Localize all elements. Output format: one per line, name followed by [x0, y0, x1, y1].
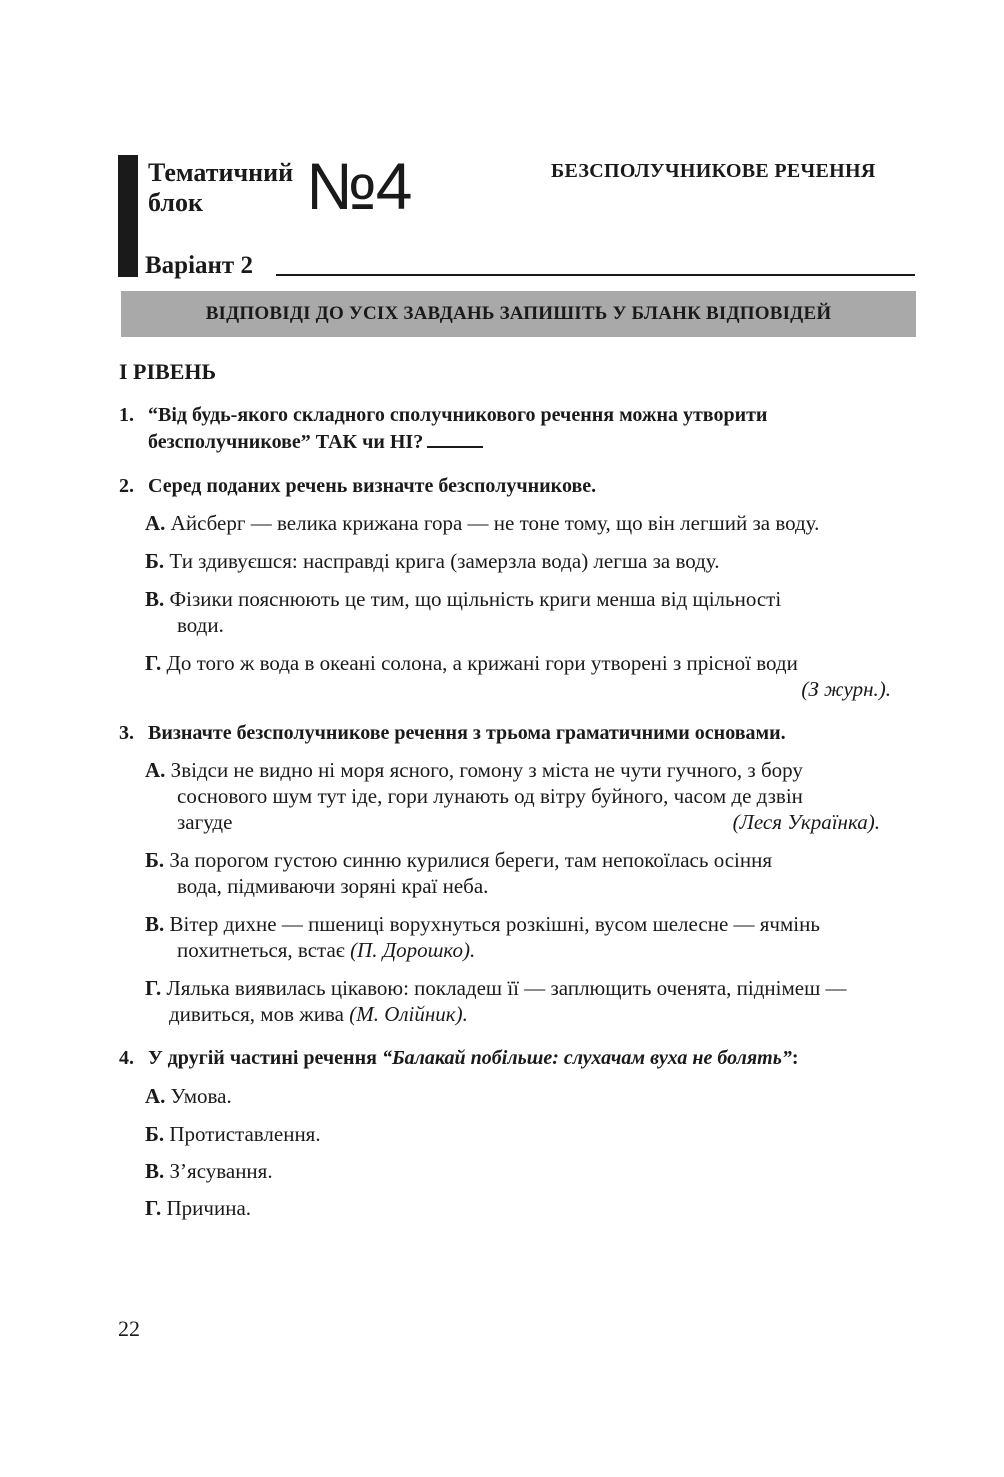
q3-d-text2: дивиться, мов жива: [169, 1002, 344, 1026]
q3-b-letter: Б.: [145, 848, 165, 872]
q3-c-text2: похитнеться, встає: [177, 938, 345, 962]
q3-d-text1: Лялька виявилась цікавою: покладеш її — заплющить оченята, піднімеш —: [166, 976, 847, 1000]
q4-a-text: Умова.: [170, 1084, 232, 1108]
q2-b-text: Ти здивуєшся: насправді крига (замерзла вода) легша за воду.: [169, 549, 720, 573]
q4-b-letter: Б.: [145, 1122, 165, 1146]
q3-a-letter: А.: [145, 758, 166, 782]
q1-number: 1.: [119, 404, 134, 426]
q2-a-text: Айсберг — велика крижана гора — не тоне тому, що він легший за воду.: [170, 511, 820, 535]
q3-c-source: (П. Дорошко).: [350, 938, 476, 962]
q3-a-text1: Звідси не видно ні моря ясного, гомону з міста не чути гучного, з бору: [170, 758, 803, 782]
name-line: [276, 274, 915, 276]
q1-answer-blank: [427, 428, 483, 448]
q2-option-d: [145, 650, 798, 676]
q4-option-a: [145, 1083, 232, 1109]
q3-number: 3.: [119, 722, 134, 744]
q3-b-text2: вода, підмиваючи зоряні краї неба.: [177, 874, 489, 898]
instructions-banner: ВІДПОВІДІ ДО УСІХ ЗАВДАНЬ ЗАПИШІТЬ У БЛАНК ВІДПОВІДЕЙ: [121, 291, 916, 337]
variant-label: Варіант 2: [145, 252, 253, 279]
q2-c-text2: води.: [177, 613, 224, 637]
q3-d-letter: Г.: [145, 976, 162, 1000]
q3-text: Визначте безсполучникове речення з трьома граматичними основами.: [148, 722, 786, 744]
q4-option-b: [145, 1121, 321, 1147]
q4-quote: “Балакай побільше: слухачам вуха не болять”: [381, 1047, 792, 1069]
q4-c-text: З’ясування.: [169, 1159, 273, 1183]
q4-colon: :: [791, 1047, 799, 1069]
q3-option-b: [145, 847, 772, 873]
q3-a-source: (Леся Українка).: [732, 810, 880, 834]
q2-option-a: [145, 510, 819, 536]
block-number: №4: [306, 149, 412, 223]
q2-c-letter: В.: [145, 587, 165, 611]
q4-d-text: Причина.: [166, 1196, 252, 1220]
q2-option-c: [145, 586, 781, 612]
q1-text-line1: “Від будь-якого складного сполучникового речення можна утворити: [148, 404, 768, 426]
block-label-line2: блок: [148, 188, 203, 217]
q2-b-letter: Б.: [145, 549, 165, 573]
q2-d-letter: Г.: [145, 651, 162, 675]
q3-d-source: (М. Олійник).: [349, 1002, 468, 1026]
topic-title: БЕЗСПОЛУЧНИКОВЕ РЕЧЕННЯ: [551, 160, 876, 182]
page-number: 22: [118, 1316, 140, 1341]
q3-a-text2: соснового шум тут іде, гори лунають од вітру буйного, часом де дзвін: [177, 784, 803, 808]
q3-d-line2: [169, 1001, 468, 1027]
q4-b-text: Протиставлення.: [169, 1122, 321, 1146]
q2-text: Серед поданих речень визначте безсполучникове.: [148, 475, 597, 497]
q3-heading: [119, 719, 786, 747]
q2-number: 2.: [119, 475, 134, 497]
q3-c-text1: Вітер дихне — пшениці ворухнуться розкішні, вусом шелесне — ячмінь: [169, 912, 820, 936]
q4-text: У другій частині речення: [148, 1047, 377, 1069]
q2-d-source: (З журн.).: [801, 677, 891, 701]
level-heading: І РІВЕНЬ: [119, 359, 217, 384]
q3-a-text3: загуде: [177, 810, 233, 834]
q4-c-letter: В.: [145, 1159, 165, 1183]
q3-option-c: [145, 911, 820, 937]
q2-c-text1: Фізики пояснюють це тим, що щільність криги менша від щільності: [169, 587, 782, 611]
q3-option-d: [145, 975, 847, 1001]
block-label-line1: Тематичний: [148, 158, 294, 187]
q4-d-letter: Г.: [145, 1196, 162, 1220]
q4-option-c: [145, 1158, 273, 1184]
q2-option-b: [145, 548, 719, 574]
q1-text-line2: безсполучникове” ТАК чи НІ?: [148, 431, 424, 453]
q4-a-letter: А.: [145, 1084, 166, 1108]
block-side-bar: [118, 155, 138, 277]
q3-c-letter: В.: [145, 912, 165, 936]
q4-option-d: [145, 1195, 251, 1221]
q4-heading: [119, 1044, 799, 1072]
q1-line2: [148, 428, 483, 456]
q2-a-letter: А.: [145, 511, 166, 535]
q1-line1: [119, 401, 767, 429]
q3-option-a: [145, 757, 803, 783]
q2-d-text1: До того ж вода в океані солона, а крижані гори утворені з прісної води: [166, 651, 798, 675]
q3-b-text1: За порогом густою синню курилися береги, там непокоїлась осіння: [169, 848, 773, 872]
q3-c-line2: [177, 937, 475, 963]
q4-number: 4.: [119, 1047, 134, 1069]
q2-heading: [119, 472, 596, 500]
